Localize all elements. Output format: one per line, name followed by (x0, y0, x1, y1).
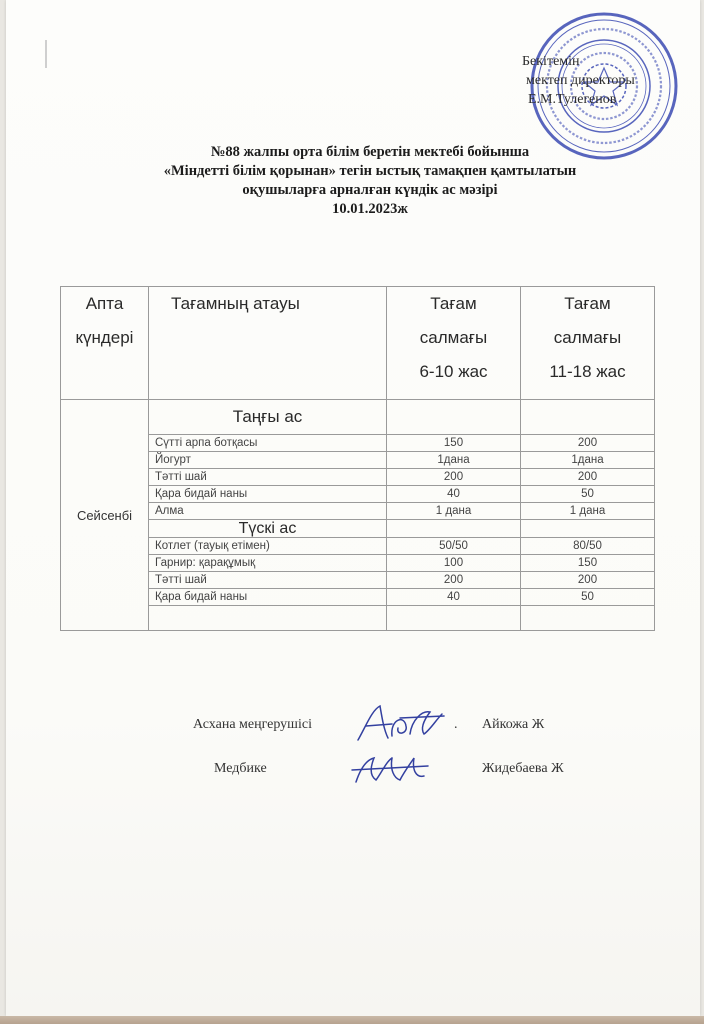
table-row: Тәтті шай 200 200 (61, 572, 655, 589)
table-row: Йогурт 1дана 1дана (61, 452, 655, 469)
table-row: Гарнир: қарақұмық 100 150 (61, 555, 655, 572)
breakfast-label: Таңғы ас (149, 400, 387, 435)
header-dish-name: Тағамның атауы (149, 287, 387, 400)
approval-block (520, 52, 670, 109)
cook-signature (352, 700, 448, 746)
approval-line-1: Бекітемін (522, 54, 580, 69)
approval-line-2: мектеп директоры (526, 73, 635, 88)
title-line-1: №88 жалпы орта білім беретін мектебі бойынша (210, 144, 530, 160)
table-row: Қара бидай наны 40 50 (61, 486, 655, 503)
table-row: Тәтті шай 200 200 (61, 469, 655, 486)
nurse-name: Жидебаева Ж (482, 761, 564, 776)
page-bottom-edge (0, 1016, 704, 1024)
approval-line-3: Е.М.Тулегенов (528, 92, 617, 107)
binder-mark (45, 40, 47, 68)
header-weight-6-10: Тағам салмағы 6-10 жас (387, 287, 521, 400)
nurse-signature (348, 748, 434, 788)
table-row: Алма 1 дана 1 дана (61, 503, 655, 520)
table-row: Қара бидай наны 40 50 (61, 589, 655, 606)
day-cell: Сейсенбі (61, 400, 149, 631)
title-line-3: оқушыларға арналған күндік ас мәзірі (242, 182, 498, 198)
table-row: Котлет (тауық етімен) 50/50 80/50 (61, 538, 655, 555)
title-line-2: «Міндетті білім қорынан» тегін ыстық тамақпен қамтылатын (163, 163, 577, 179)
sign-dot: . (454, 717, 458, 732)
document-title (100, 143, 640, 219)
lunch-row (61, 520, 655, 538)
menu-table (60, 286, 655, 631)
header-weight-11-18: Тағам салмағы 11-18 жас (521, 287, 655, 400)
cook-name: Айкожа Ж (482, 717, 545, 732)
title-date: 10.01.2023ж (332, 201, 408, 217)
header-day: Апта күндері (61, 287, 149, 400)
lunch-label: Түскі ас (149, 520, 387, 538)
breakfast-row (61, 400, 655, 435)
nurse-title: Медбике (214, 761, 267, 776)
table-row-empty (61, 606, 655, 631)
table-header-row (61, 287, 655, 400)
table-row: Сүтті арпа ботқасы 150 200 (61, 435, 655, 452)
cook-title: Асхана меңгерушісі (193, 717, 312, 732)
